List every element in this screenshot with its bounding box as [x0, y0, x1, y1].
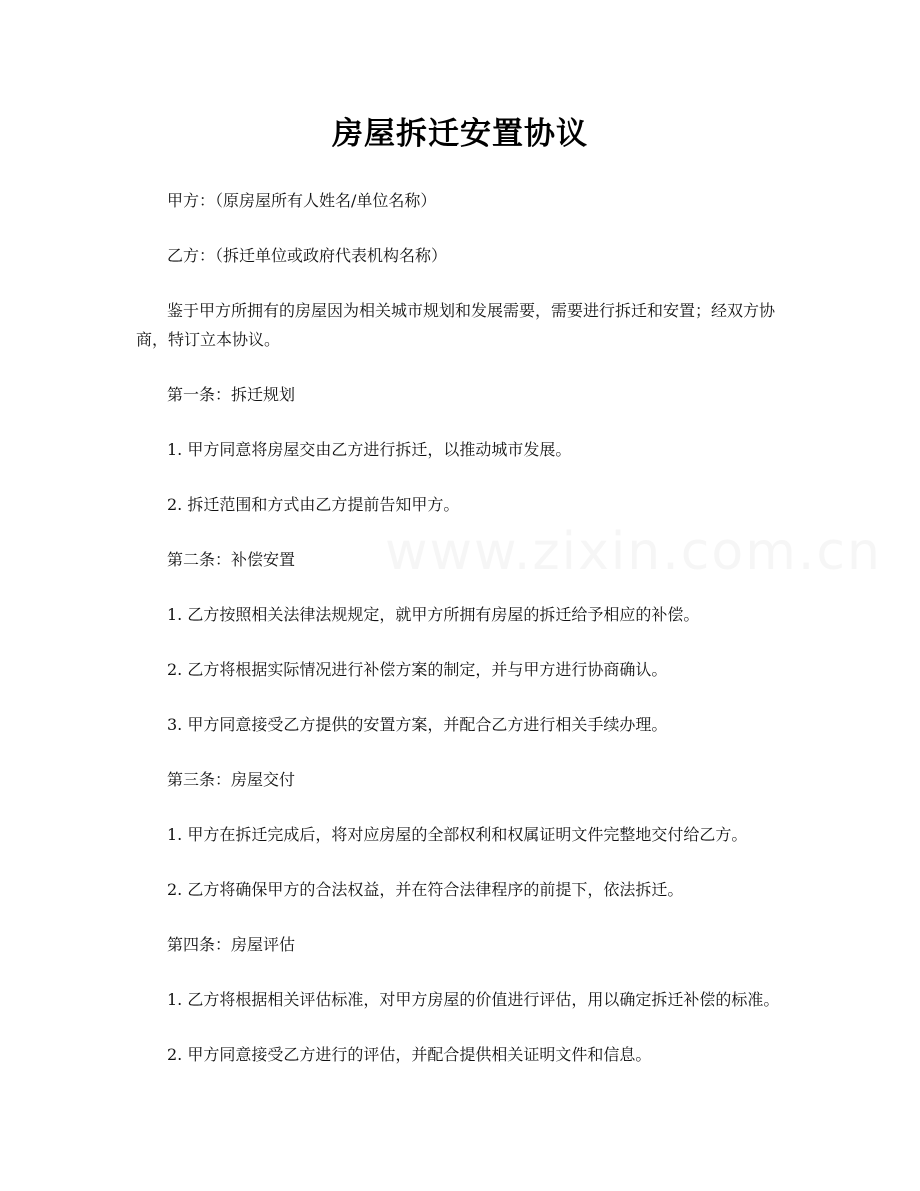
article-4-item-1: 1. 乙方将根据相关评估标准，对甲方房屋的价值进行评估，用以确定拆迁补偿的标准。	[167, 990, 780, 1009]
article-2-item-1: 1. 乙方按照相关法律法规规定，就甲方所拥有房屋的拆迁给予相应的补偿。	[167, 605, 700, 624]
article-4-heading: 第四条：房屋评估	[167, 935, 296, 954]
watermark: www.zixin.com.cn	[385, 522, 882, 582]
document-body	[136, 186, 786, 1095]
preamble: 鉴于甲方所拥有的房屋因为相关城市规划和发展需要，需要进行拆迁和安置；经双方协商，特订立本协议。	[136, 301, 776, 349]
article-2-item-3: 3. 甲方同意接受乙方提供的安置方案，并配合乙方进行相关手续办理。	[167, 715, 668, 734]
document-title: 房屋拆迁安置协议	[332, 116, 588, 152]
party-b: 乙方：（拆迁单位或政府代表机构名称）	[167, 246, 448, 265]
article-4-item-2: 2. 甲方同意接受乙方进行的评估，并配合提供相关证明文件和信息。	[167, 1045, 652, 1064]
article-1-item-1: 1. 甲方同意将房屋交由乙方进行拆迁，以推动城市发展。	[167, 440, 572, 459]
article-1-item-2: 2. 拆迁范围和方式由乙方提前告知甲方。	[167, 495, 460, 514]
article-2-item-2: 2. 乙方将根据实际情况进行补偿方案的制定，并与甲方进行协商确认。	[167, 660, 668, 679]
party-a: 甲方：（原房屋所有人姓名/单位名称）	[167, 191, 437, 210]
article-3-heading: 第三条：房屋交付	[167, 770, 296, 789]
article-2-heading: 第二条：补偿安置	[167, 550, 296, 569]
article-3-item-2: 2. 乙方将确保甲方的合法权益，并在符合法律程序的前提下，依法拆迁。	[167, 880, 684, 899]
article-1-heading: 第一条：拆迁规划	[167, 385, 296, 404]
article-3-item-1: 1. 甲方在拆迁完成后，将对应房屋的全部权利和权属证明文件完整地交付给乙方。	[167, 825, 748, 844]
